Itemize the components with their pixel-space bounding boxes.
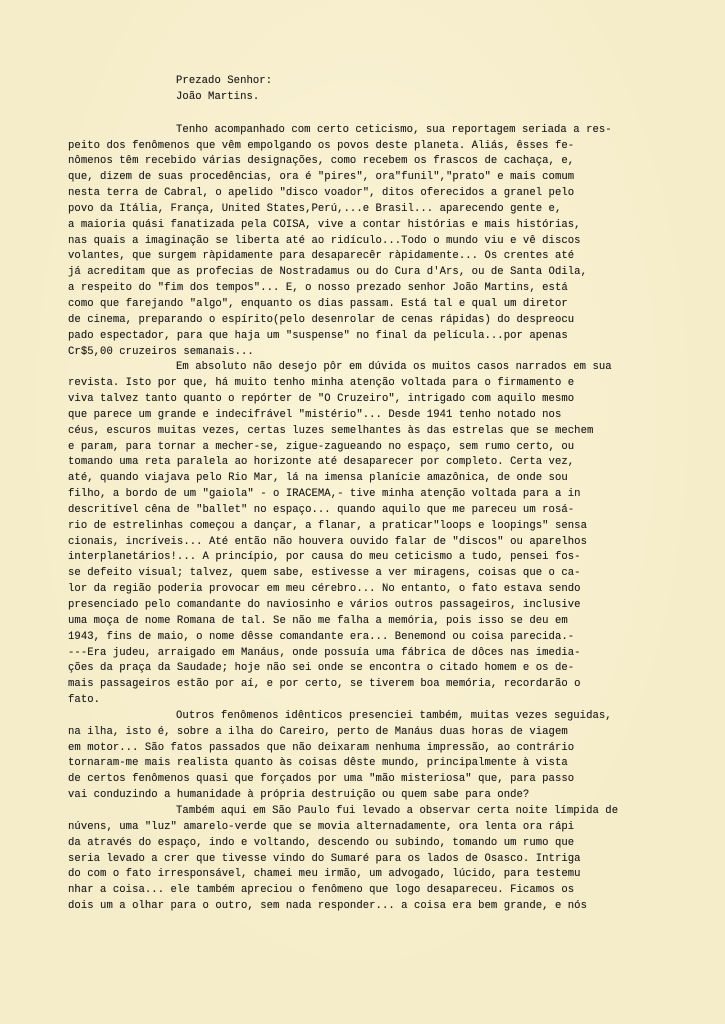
text-line: fato. <box>68 694 101 707</box>
text-line: Em absoluto não desejo pôr em dúvida os muitos casos narrados em sua <box>176 361 612 374</box>
text-line: cionais, incríveis... Até então não houvera ouvido falar de "discos" ou aparelhos <box>68 535 587 548</box>
text-line: presenciado pelo comandante do naviosinho e vários outros passageiros, inclusive <box>68 599 581 611</box>
text-line: na ilha, isto é, sobre a ilha do Careiro, perto de Manáus duas horas de viagem <box>68 725 568 738</box>
text-line: Também aqui em São Paulo fui levado a observar certa noite límpida de <box>176 804 619 817</box>
text-line: núvens, uma "luz" amarelo-verde que se movia alternadamente, ora lenta ora rápi <box>68 820 575 833</box>
text-line: Cr$5,00 cruzeiros semanais... <box>68 345 254 358</box>
salutation-line: Prezado Senhor: <box>176 75 273 87</box>
text-line: até, quando viajava pelo Rio Mar, lá na imensa planície amazônica, de onde sou <box>68 472 568 485</box>
text-line: de certos fenômenos quasi que forçados por uma "mão misteriosa" que, para passo <box>68 773 575 786</box>
text-line: de cinema, preparando o espírito(pelo desenrolar de cenas rápidas) do despreocu <box>68 313 575 326</box>
text-line: nas quais a imaginação se liberta até ao ridículo...Todo o mundo viu e vê discos <box>68 234 581 247</box>
paragraph <box>68 709 708 804</box>
text-line: nesta terra de Cabral, o apelido "disco voador", ditos oferecidos a granel pelo <box>68 187 575 200</box>
text-line: revista. Isto por que, há muito tenho minha atenção voltada para o firmamento e <box>68 377 575 390</box>
text-line: já acreditam que as profecias de Nostradamus ou do Cura d'Ars, ou de Santa Odila, <box>68 266 587 279</box>
text-line: dois um a olhar para o outro, sem nada responder... a coisa era bem grande, e nós <box>68 900 587 913</box>
salutation <box>68 74 708 106</box>
text-line: vai conduzindo a humanidade à própria destruição ou quem sabe para onde? <box>68 789 530 802</box>
typewritten-letter <box>68 74 708 915</box>
text-line: a maioria quási fanatizada pela COISA, vive a contar histórias e mais histórias, <box>68 218 581 231</box>
text-line: uma moça de nome Romana de tal. Se não me falha a memória, pois isso se deu em <box>68 614 568 627</box>
text-line: filho, a bordo de um "gaiola" - o IRACEMA,- tive minha atenção voltada para a in <box>68 488 581 501</box>
text-line: a respeito do "fim dos tempos"... E, o nosso prezado senhor João Martins, está <box>68 282 568 295</box>
text-line: Outros fenômenos idênticos presenciei também, muitas vezes seguidas, <box>176 709 612 722</box>
text-line: lor da região poderia provocar em meu cérebro... No entanto, o fato estava sendo <box>68 583 581 596</box>
text-line: peito dos fenômenos que vêm empolgando os povos deste planeta. Aliás, êsses fe- <box>68 139 575 152</box>
paragraph <box>68 123 708 361</box>
text-line: viva talvez tanto quanto o repórter de "O Cruzeiro", intrigado com aquilo mesmo <box>68 393 575 406</box>
text-line: nômenos têm recebido várias designações, como recebem os frascos de cachaça, e, <box>68 155 575 168</box>
text-line: rio de estrelinhas começou a dançar, a flanar, a praticar"loops e loopings" sensa <box>68 519 587 532</box>
text-line: pado espectador, para que haja um "suspense" no final da película...por apenas <box>68 329 568 342</box>
text-line: seria levado a crer que tivesse vindo do Sumaré para os lados de Osasco. Intriga <box>68 852 581 865</box>
text-line: como que farejando "algo", enquanto os dias passam. Está tal e qual um diretor <box>68 297 568 310</box>
text-line: mais passageiros estão por aí, e por certo, se tiverem boa memória, recordarão o <box>68 678 581 691</box>
text-line: que parece um grande e indecifrável "mistério"... Desde 1941 tenho notado nos <box>68 408 562 421</box>
paragraph <box>68 804 708 915</box>
text-line: tomando uma reta paralela ao horizonte até desaparecer por completo. Certa vez, <box>68 456 575 469</box>
text-line: que, dizem de suas procedências, ora é "pires", ora"funil","prato" e mais comum <box>68 171 575 184</box>
text-line: em motor... São fatos passados que não deixaram nenhuma impressão, ao contrário <box>68 741 575 754</box>
text-line: interplanetários!... A princípio, por causa do meu ceticismo a tudo, pensei fos- <box>68 551 581 564</box>
text-line: tornaram-me mais realista quanto às coisas dêste mundo, principalmente à vista <box>68 757 568 770</box>
text-line: povo da Itália, França, United States,Perú,...e Brasil... aparecendo gente e, <box>68 202 562 215</box>
text-line: se defeito visual; talvez, quem sabe, estivesse a ver miragens, coisas que o ca- <box>68 567 581 580</box>
salutation-name: João Martins. <box>176 90 260 103</box>
text-line: descritível cêna de "ballet" no espaço... quando aquilo que me pareceu um rosá- <box>68 503 575 516</box>
text-line: da através do espaço, indo e voltando, descendo ou subindo, tomando um rumo que <box>68 836 575 849</box>
text-line: 1943, fins de maio, o nome dêsse comandante era... Benemond ou coisa parecida.- <box>68 630 575 643</box>
text-line: volantes, que surgem ràpidamente para desaparecêr ràpidamente... Os crentes até <box>68 250 575 263</box>
text-line: ---Era judeu, arraigado em Manáus, onde possuía uma fábrica de dôces nas imedia- <box>68 646 581 659</box>
text-line: ções da praça da Saudade; hoje não sei onde se encontra o citado homem e os de- <box>68 662 575 675</box>
text-line: nhar a coisa... ele também apreciou o fenômeno que logo desapareceu. Ficamos os <box>68 884 575 897</box>
text-line: e param, para tornar a mecher-se, zigue-zagueando no espaço, sem rumo certo, ou <box>68 440 575 453</box>
text-line: Tenho acompanhado com certo ceticismo, sua reportagem seriada a res- <box>176 123 612 136</box>
text-line: do com o fato irresponsável, chamei meu irmão, um advogado, lúcido, para testemu <box>68 868 581 881</box>
paragraph <box>68 360 708 709</box>
text-line: céus, escuros muitas vezes, certas luzes semelhantes às das estrelas que se mechem <box>68 424 594 437</box>
